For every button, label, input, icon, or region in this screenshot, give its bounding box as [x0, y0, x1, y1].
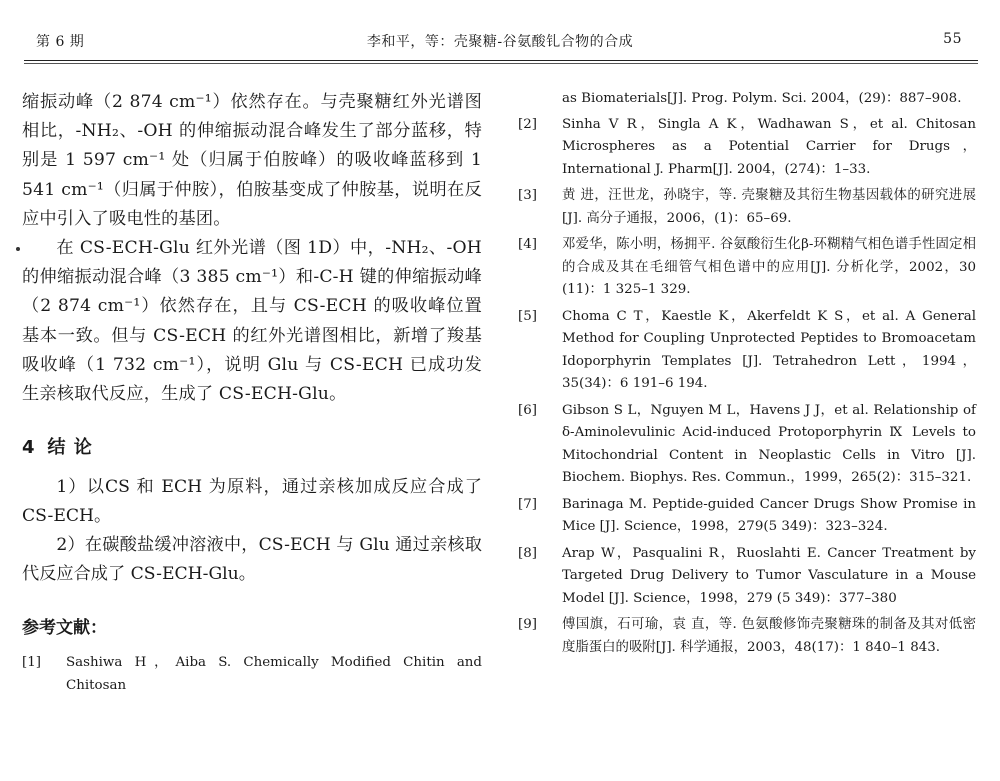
reference-continuation	[518, 88, 976, 111]
reference-number: [9]	[518, 617, 537, 632]
reference-item	[518, 185, 976, 230]
reference-text: 黄 进，汪世龙，孙晓宇，等. 壳聚糖及其衍生物基因载体的研究进展[J]. 高分子通报，2006，(1)：65–69.	[562, 188, 976, 226]
reference-text: Barinaga M. Peptide-guided Cancer Drugs Show Promise in Mice [J]. Science，1998，279(5 349)：323–324.	[562, 496, 976, 534]
reference-text: 邓爱华，陈小明，杨拥平. 谷氨酸衍生化β-环糊精气相色谱手性固定相的合成及其在毛细管气相色谱中的应用[J]. 分析化学，2002，30 (11)：1 325–1 329.	[562, 237, 976, 297]
header-rule-thin	[24, 63, 978, 64]
reference-item	[518, 400, 976, 490]
reference-number: [2]	[518, 116, 537, 132]
reference-item	[22, 652, 482, 697]
reference-item	[518, 543, 976, 611]
left-column	[22, 88, 482, 701]
issue-label: 第 6 期	[36, 34, 85, 50]
reference-number: [6]	[518, 402, 537, 418]
reference-item	[518, 114, 976, 182]
reference-text: as Biomaterials[J]. Prog. Polym. Sci. 2004，(29)：887–908.	[562, 91, 962, 106]
reference-number: [1]	[22, 655, 41, 671]
reference-number: [4]	[518, 237, 537, 252]
margin-dot	[16, 247, 20, 251]
reference-number: [3]	[518, 188, 537, 203]
reference-number: [5]	[518, 308, 537, 324]
section-number: 4	[22, 437, 36, 459]
right-column	[518, 88, 976, 663]
reference-text: 傅国旗，石可瑜，袁 直，等. 色氨酸修饰壳聚糖珠的制备及其对低密度脂蛋白的吸附[J]. 科学通报，2003，48(17)：1 840–1 843.	[562, 617, 976, 655]
reference-text: Sinha V R，Singla A K，Wadhawan S，et al. Chitosan Microspheres as a Potential Carrier for Drugs，International J. Pharm[J]. 2004，(274)：1–33.	[562, 116, 976, 177]
reference-text: Choma C T，Kaestle K，Akerfeldt K S，et al. A General Method for Coupling Unprotected Peptides to Bromoacetam Idoporphyrin Templates [J]. Tetrahedron Lett，1994，35(34)：6 191–6 194.	[562, 308, 976, 391]
references-heading: 参考文献：	[22, 618, 107, 639]
reference-text: Gibson S L，Nguyen M L，Havens J J，et al. Relationship of δ-Aminolevulinic Acid-induced Protoporphyrin Ⅸ Levels to Mitochondrial Content in Neoplastic Cells in Vitro [J]. Biochem. Biophys. Res. Commun.，1999，265(2)：315–321.	[562, 402, 976, 485]
running-title: 李和平，等：壳聚糖-谷氨酸钆合物的合成	[366, 34, 634, 50]
reference-text: Sashiwa H，Aiba S. Chemically Modified Chitin and Chitosan	[66, 655, 482, 693]
header-rule	[24, 60, 978, 61]
conclusion-2: 2）在碳酸盐缓冲溶液中，CS-ECH 与 Glu 通过亲核取代反应合成了 CS-ECH-Glu。	[22, 535, 482, 585]
section-title: 结 论	[47, 437, 93, 459]
section-heading	[22, 433, 482, 459]
page-number: 55	[943, 31, 962, 47]
reference-text: Arap W，Pasqualini R，Ruoslahti E. Cancer Treatment by Targeted Drug Delivery to Tumor Vasculature in a Mouse Model [J]. Science，1998，279 (5 349)：377–380	[562, 545, 976, 606]
reference-item	[518, 494, 976, 539]
reference-item	[518, 614, 976, 659]
reference-item	[518, 306, 976, 396]
reference-number: [7]	[518, 496, 537, 512]
reference-item	[518, 234, 976, 302]
body-paragraph-1: 缩振动峰（2 874 cm⁻¹）依然存在。与壳聚糖红外光谱图相比，-NH₂、-OH 的伸缩振动混合峰发生了部分蓝移，特别是 1 597 cm⁻¹ 处（归属于伯胺峰）的吸收峰蓝移到 1 541 cm⁻¹（归属于仲胺），伯胺基变成了仲胺基，说明在反应中引入了吸电性的基团。	[22, 92, 482, 229]
body-paragraph-2: 在 CS-ECH-Glu 红外光谱（图 1D）中，-NH₂、-OH 的伸缩振动混合峰（3 385 cm⁻¹）和-C-H 键的伸缩振动峰（2 874 cm⁻¹）依然存在，且与 CS-ECH 的吸收峰位置基本一致。但与 CS-ECH 的红外光谱图相比，新增了羧基吸收峰（1 732 cm⁻¹），说明 Glu 与 CS-ECH 已成功发生亲核取代反应，生成了 CS-ECH-Glu。	[22, 238, 482, 405]
conclusion-1: 1）以CS 和 ECH 为原料，通过亲核加成反应合成了 CS-ECH。	[22, 477, 482, 527]
reference-number: [8]	[518, 545, 537, 561]
